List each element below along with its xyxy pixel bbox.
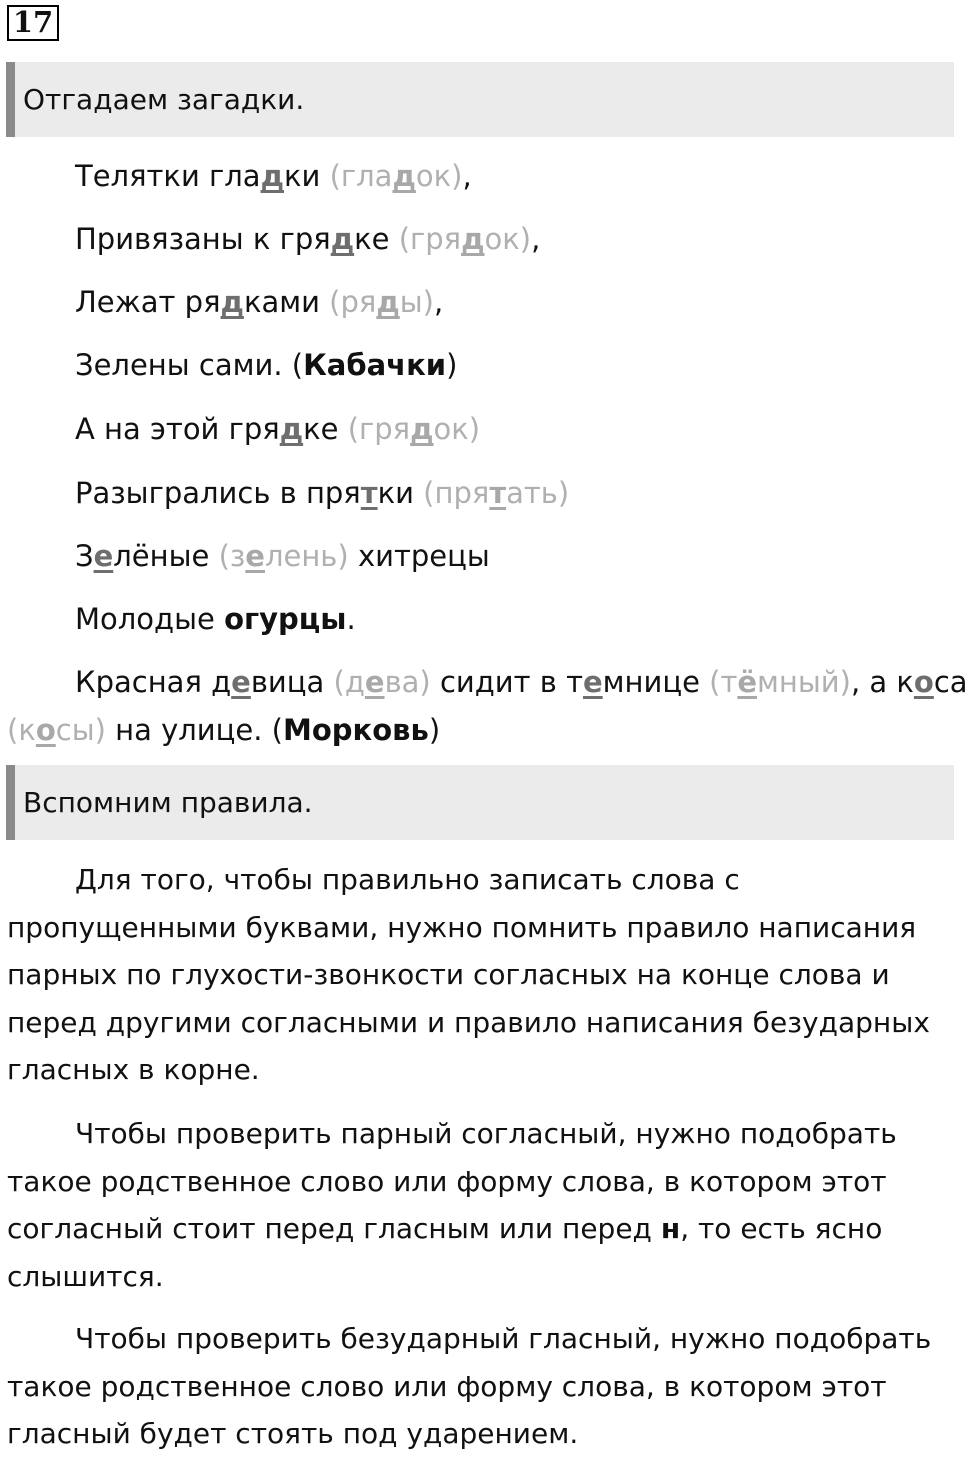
- riddle-line-7: Зелёные (зелень) хитрецы: [75, 539, 490, 573]
- riddle-line-9: Красная девица (дева) сидит в темнице (тёмный), а коса: [75, 665, 968, 699]
- riddle-line-1: Телятки гладки (гладок),: [75, 159, 472, 193]
- riddle-answer-2: огурцы: [224, 602, 347, 636]
- section-header-riddles: Отгадаем загадки.: [6, 62, 954, 137]
- riddle-line-6: Разыгрались в прятки (прятать): [75, 476, 570, 510]
- exercise-number: 17: [7, 5, 59, 41]
- riddle-line-3: Лежат рядками (ряды),: [75, 285, 444, 319]
- rule-paragraph-3: Чтобы проверить безударный гласный, нужно подобрать такое родственное слово или форму слова, в котором этот гласный будет стоять под ударением.: [7, 1322, 932, 1450]
- section-header-rules: Вспомним правила.: [6, 765, 954, 840]
- riddle-line-4: Зелены сами. (Кабачки): [75, 348, 458, 382]
- riddle-line-10: (косы) на улице. (Морковь): [7, 713, 441, 747]
- riddle-answer-1: Кабачки: [303, 348, 447, 382]
- rule-paragraph-2: Чтобы проверить парный согласный, нужно подобрать такое родственное слово или форму слова, в котором этот согласный стоит перед гласным или перед н, то есть ясно слышится.: [7, 1117, 897, 1293]
- riddle-line-2: Привязаны к грядке (грядок),: [75, 222, 541, 256]
- riddle-answer-3: Морковь: [282, 713, 429, 747]
- riddle-line-8: Молодые огурцы.: [75, 602, 356, 636]
- riddle-line-5: А на этой грядке (грядок): [75, 412, 481, 446]
- rule-paragraph-1: Для того, чтобы правильно записать слова с пропущенными буквами, нужно помнить правило написания парных по глухости-звонкости согласных на конце слова и перед другими согласными и правило написания безударных гласных в корне.: [7, 863, 930, 1086]
